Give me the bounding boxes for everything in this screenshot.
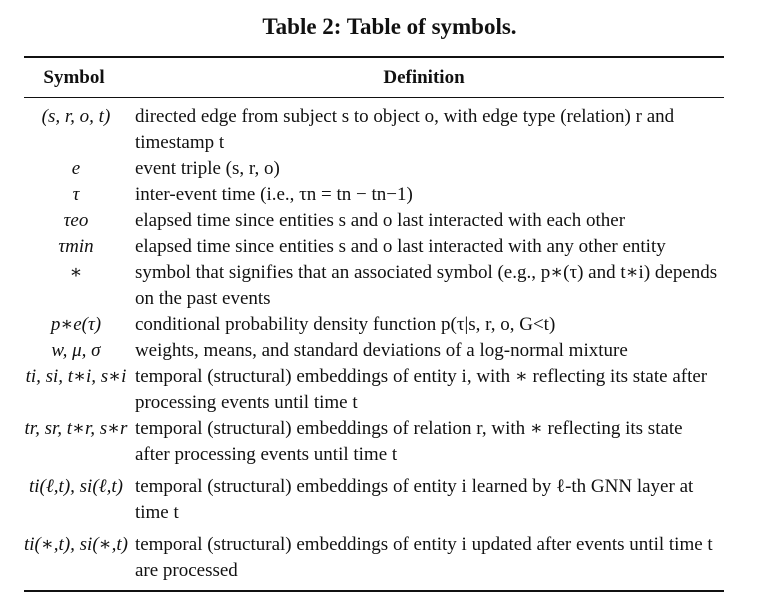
table-row (24, 260, 724, 312)
symbol-cell: ti, si, t∗i, s∗i (25, 366, 127, 387)
symbol-cell: τeo (63, 210, 89, 231)
definition-header: Definition (383, 66, 465, 88)
symbol-cell: ti(ℓ,t), si(ℓ,t) (29, 476, 123, 497)
symbols-table (24, 56, 724, 592)
table-row (24, 312, 724, 338)
table-row (24, 182, 724, 208)
definition-cell: temporal (structural) embeddings of relation r, with ∗ reflecting its state after processing events until time t (134, 418, 683, 465)
header-row (24, 58, 724, 97)
definition-cell: symbol that signifies that an associated symbol (e.g., p∗(τ) and t∗i) depends on the past events (134, 262, 718, 309)
definition-cell: weights, means, and standard deviations of a log-normal mixture (134, 340, 628, 361)
symbol-cell: w, μ, σ (51, 340, 101, 361)
definition-cell: inter-event time (i.e., τn = tn − tn−1) (134, 184, 413, 205)
definition-cell: elapsed time since entities s and o last interacted with any other entity (134, 236, 666, 257)
definition-cell: elapsed time since entities s and o last interacted with each other (134, 210, 626, 231)
bottom-rule (24, 590, 724, 592)
definition-cell: directed edge from subject s to object o, with edge type (relation) r and timestamp t (134, 106, 675, 153)
table-caption: Table 2: Table of symbols. (262, 14, 517, 39)
table-row (24, 416, 724, 468)
definition-cell: event triple (s, r, o) (134, 158, 280, 179)
table-row (24, 338, 724, 364)
symbol-cell: ti(∗,t), si(∗,t) (24, 534, 128, 555)
table-row (24, 208, 724, 234)
table-row (24, 526, 724, 590)
symbol-cell: ∗ (69, 262, 83, 283)
symbol-cell: p∗e(τ) (50, 314, 102, 335)
table-row (24, 98, 724, 156)
symbol-cell: τmin (58, 236, 94, 257)
definition-cell: temporal (structural) embeddings of entity i, with ∗ reflecting its state after processing events until time t (134, 366, 708, 413)
symbol-header: Symbol (43, 66, 105, 88)
symbol-cell: tr, sr, t∗r, s∗r (24, 418, 128, 439)
definition-cell: temporal (structural) embeddings of entity i learned by ℓ-th GNN layer at time t (134, 476, 694, 523)
symbol-cell: (s, r, o, t) (41, 106, 111, 127)
symbol-cell: τ (72, 184, 80, 205)
table-row (24, 468, 724, 526)
table-row (24, 234, 724, 260)
symbol-cell: e (71, 158, 81, 179)
table-row (24, 156, 724, 182)
definition-cell: temporal (structural) embeddings of entity i updated after events until time t are processed (134, 534, 713, 581)
definition-cell: conditional probability density function p(τ|s, r, o, G<t) (134, 314, 556, 335)
table-row (24, 364, 724, 416)
